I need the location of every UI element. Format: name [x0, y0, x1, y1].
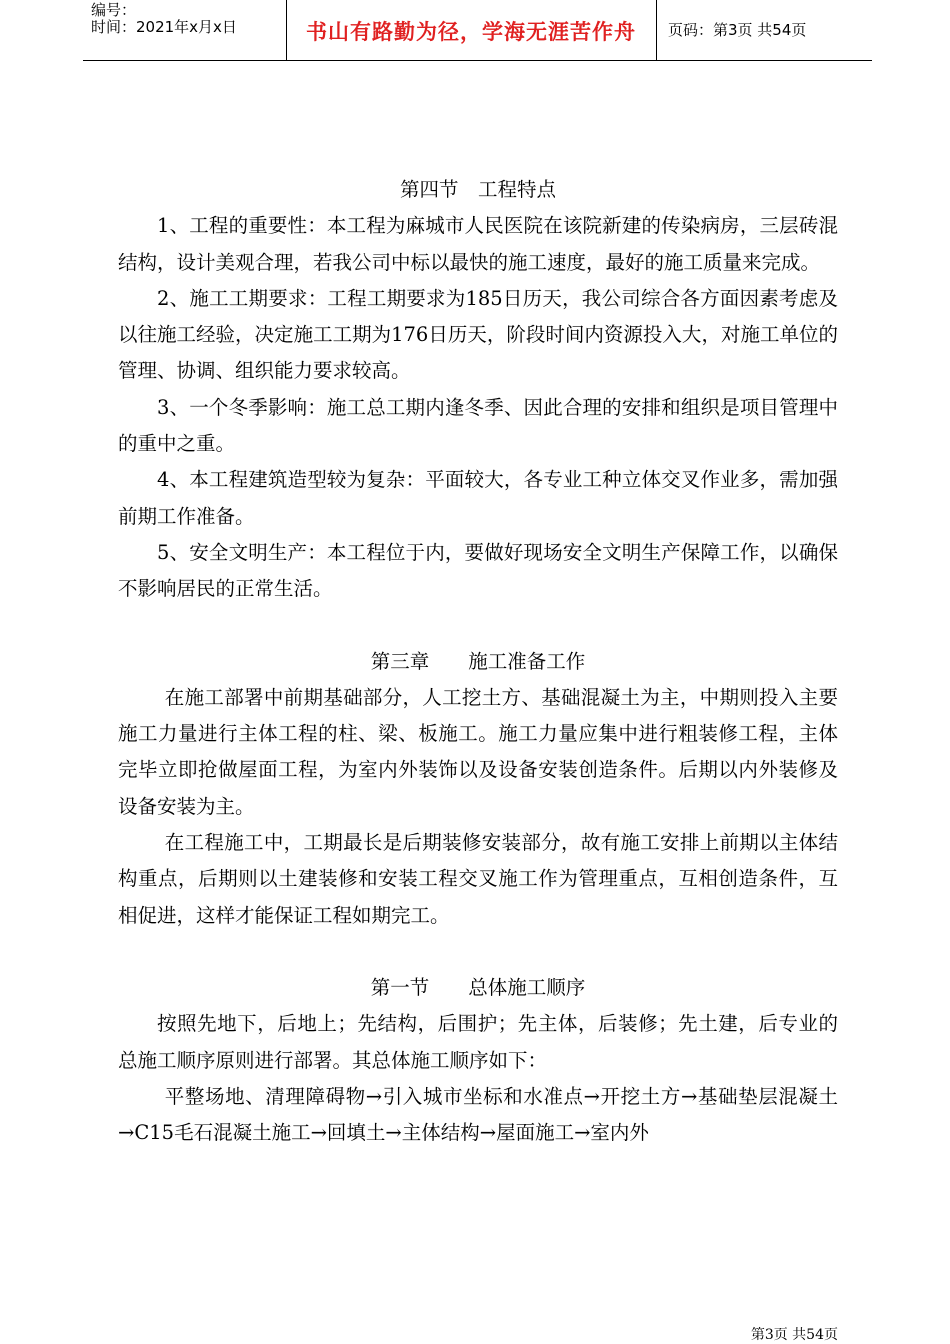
section4-paragraph-5: 5、安全文明生产：本工程位于内，要做好现场安全文明生产保障工作，以确保不影响居民的正常生活。: [118, 540, 838, 601]
section1-title: 第一节 总体施工顺序: [370, 975, 586, 999]
spacer: [118, 608, 838, 644]
header-time: 时间：2021年x月x日: [91, 18, 237, 36]
header-page-cell: [656, 0, 872, 60]
section1-paragraph-2: 平整场地、清理障碍物→引入城市坐标和水准点→开挖土方→基础垫层混凝土→C15毛石混凝土施工→回填土→主体结构→屋面施工→室内外: [118, 1084, 838, 1145]
header-number: 编号：: [91, 1, 137, 19]
chapter3-title: 第三章 施工准备工作: [370, 649, 586, 673]
header-page: 页码：第3页 共54页: [668, 21, 807, 39]
page-footer: 第3页 共54页: [750, 1327, 838, 1343]
header-meta: [83, 0, 287, 60]
section1-paragraph-1: 按照先地下，后地上；先结构，后围护；先主体，后装修；先土建，后专业的总施工顺序原则进行部署。其总体施工顺序如下：: [118, 1012, 838, 1072]
document-body: [118, 172, 838, 1151]
chapter3-paragraph-2: 在工程施工中，工期最长是后期装修安装部分，故有施工安排上前期以主体结构重点，后期则以土建装修和安装工程交叉施工作为管理重点，互相创造条件，互相促进，这样才能保证工程如期完工。: [118, 831, 838, 927]
page-header: [83, 0, 872, 61]
chapter3-paragraph-1: 在施工部署中前期基础部分，人工挖土方、基础混凝土为主，中期则投入主要施工力量进行主体工程的柱、梁、板施工。施工力量应集中进行粗装修工程，主体完毕立即抢做屋面工程，为室内外装饰以及设备安装创造条件。后期以内外装修及设备安装为主。: [118, 685, 838, 818]
section4-paragraph-1: 1、工程的重要性：本工程为麻城市人民医院在该院新建的传染病房，三层砖混结构，设计美观合理，若我公司中标以最快的施工速度，最好的施工质量来完成。: [118, 214, 838, 274]
header-motto: 书山有路勤为径，学海无涯苦作舟: [306, 20, 636, 44]
section4-title: 第四节 工程特点: [399, 178, 556, 201]
spacer: [118, 934, 838, 970]
header-motto-cell: [286, 0, 657, 60]
section4-paragraph-4: 4、本工程建筑造型较为复杂：平面较大，各专业工种立体交叉作业多，需加强前期工作准备。: [118, 468, 838, 528]
section4-paragraph-3: 3、一个冬季影响：施工总工期内逢冬季、因此合理的安排和组织是项目管理中的重中之重。: [118, 395, 838, 456]
section4-paragraph-2: 2、施工工期要求：工程工期要求为185日历天，我公司综合各方面因素考虑及以往施工经验，决定施工工期为176日历天，阶段时间内资源投入大，对施工单位的管理、协调、组织能力要求较高。: [118, 286, 838, 383]
